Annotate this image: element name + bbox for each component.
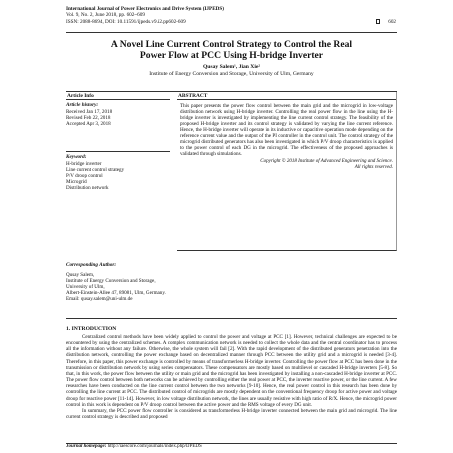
title-line: A Novel Line Current Control Strategy to Control the Real — [110, 39, 353, 50]
author-names: Qusay Salem¹, Jian Xie² — [202, 64, 261, 70]
document-icon — [376, 19, 380, 24]
article-info-column — [66, 92, 170, 191]
author-block — [66, 64, 397, 77]
article-info-box — [66, 91, 397, 191]
copyright-line: Copyright © 2018 Institute of Advanced Engineering and Science. — [260, 159, 393, 165]
header-rule — [66, 32, 397, 33]
corresponding-email[interactable]: Email: qusay.salem@uni-ulm.de — [66, 296, 133, 302]
history-item: Revised Feb 22, 2018 — [66, 115, 111, 121]
author-affiliation: Institute of Energy Conversion and Storage, University of Ulm, Germany — [149, 70, 314, 77]
abstract-heading: ABSTRACT — [177, 92, 396, 100]
journal-homepage-link[interactable]: http://iaescore.com/journals/index.php/IJPEDS — [107, 444, 202, 449]
abstract-text: This paper presents the power flow control between the main grid and the microgrid in low-voltage distribution network using H-bridge inverter. Controlling the real power flow in the line using the H-bridge inverter is investigated by implementing the line current control strategy. The feasibility of the proposed H-bridge inverter and its control strategy is validated by varying the line current reference. Hence, the H-bridge inverter will operate in its inductive or capacitive operation mode depending on the reference current value and the output of the PI controller in the control unit. The control strategy of the microgrid distributed generators has also been investigated in which P/V droop characteristics is applied to the power control of each DG in the microgrid. The effectiveness of the proposed approaches is validated through simulations. — [180, 103, 393, 158]
keyword-item: Microgrid — [66, 178, 87, 185]
article-info-heading: Article Info — [66, 92, 170, 100]
keyword-item: P/V droop control — [66, 172, 103, 179]
keyword-item: Distribution network — [66, 184, 109, 191]
copyright-notice — [177, 159, 396, 171]
abstract-column — [177, 92, 397, 251]
section-divider — [66, 151, 170, 152]
introduction-body — [66, 334, 397, 420]
corresponding-line: University of Ulm, — [66, 284, 105, 290]
copyright-line: All rights reserved. — [354, 165, 393, 171]
history-item: Accepted Apr 3, 2018 — [66, 121, 111, 127]
footer-label: Journal homepage: — [66, 444, 107, 449]
article-history-label: Article history: — [66, 102, 99, 108]
corresponding-label: Corresponding Author: — [66, 262, 117, 268]
title-line: Power Flow at PCC Using H-bridge Inverter — [139, 50, 324, 62]
corresponding-author — [66, 262, 176, 302]
paper-title — [66, 39, 397, 61]
journal-header — [66, 6, 396, 25]
keyword-label: Keyword: — [66, 153, 87, 160]
corresponding-line: Albert-Einstein-Allee 47, 89081, Ulm, Germany. — [66, 290, 166, 296]
corresponding-line: Institute of Energy Conversion and Storage, — [66, 278, 156, 284]
journal-issn: ISSN: 2088-8694, DOI: 10.11591/ijpeds.v9.i2.pp602-609 — [66, 18, 186, 25]
body-paragraph: Centralized control methods have been widely applied to control the power and voltage at PCC [1]. However, technical challenges are expected to be encountered by using the centralized schemes. A complex communication network is needed to collect the whole data and the central coordinator has to process all the information without any failure. Otherwise, the whole system will fail [2]. With the rapid development of the distributed generators penetration into the distribution network, controlling the power exchange based on decentralized manner through PCC between the utility grid and a microgrid is needed [3-4]. Therefore, in this paper, this power exchange is controlled by means of transformerless H-bridge inverter. Controlling the power flow at PCC has been done in the transmission or distribution network by using series compensators. These compensators are mostly based on multilevel or cascaded H-bridge inverters [5-8]. So that, in this work, the power flow between the utility or main grid and the microgrid has been investigated by installing a non-cascaded H-bridge inverter at PCC. The power flow control between both networks can be achieved by controlling either the real power at PCC, the inverter reactive power, or the line current. A few researches have been conducted on the line current control between the two networks [9-10]. Hence, the real power control in this research has been done by controlling the line current at PCC. The distributed control of microgrids are mostly dependent on the conventional frequency droop for active power and voltage droop for reactive power [11-14]. However, in low voltage distribution network, the lines are usually resistive with high ratio of R/X. Hence, the microgrid power control in this work is dependent on P/V droop control between the active power and the RMS voltage of every DG unit. — [66, 334, 397, 408]
introduction-heading: 1. INTRODUCTION — [66, 326, 117, 332]
journal-name: International Journal of Power Electronics and Drive System (IJPEDS) — [66, 6, 225, 12]
page-number: 602 — [388, 18, 396, 25]
journal-volume: Vol. 9, No. 2, June 2018, pp. 602~609 — [66, 12, 145, 19]
keyword-item: H-bridge inverter — [66, 160, 102, 167]
keyword-item: Line current control strategy — [66, 166, 125, 173]
corresponding-line: Qusay Salem, — [66, 272, 95, 278]
section-divider — [66, 318, 397, 319]
history-item: Received Jan 17, 2018 — [66, 109, 113, 115]
body-paragraph: In summary, the PCC power flow controller is considered as transformerless H-bridge inverter connected between the main grid and microgrid. The line current control strategy is described and proposed — [66, 407, 397, 421]
page-footer — [66, 444, 397, 450]
